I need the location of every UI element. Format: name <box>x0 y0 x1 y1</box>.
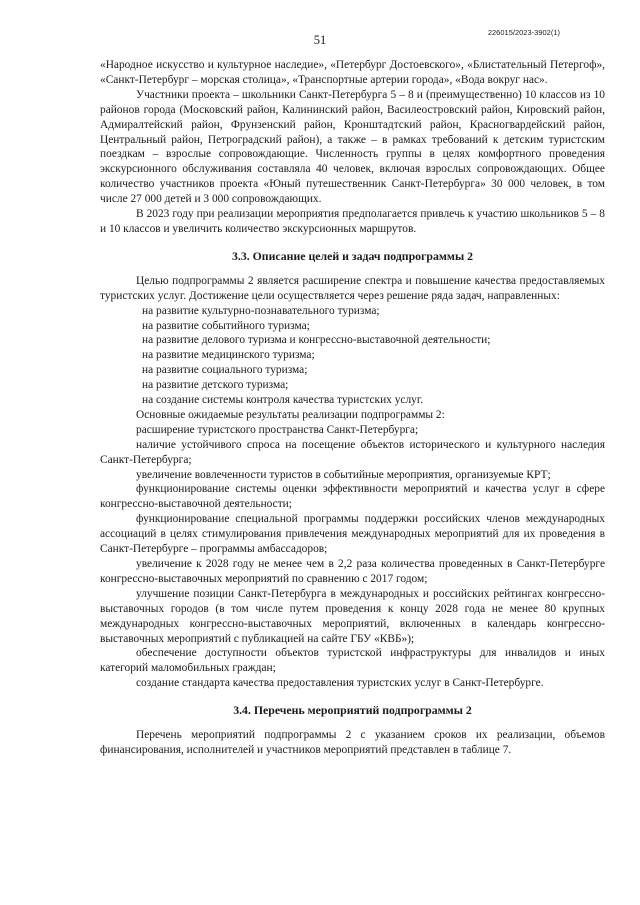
result-item: обеспечение доступности объектов туристской инфраструктуры для инвалидов и иных категорий маломобильных граждан; <box>100 647 605 675</box>
result-item: наличие устойчивого спроса на посещение объектов исторического и культурного наследия Санкт-Петербурга; <box>100 438 605 466</box>
result-item: функционирование системы оценки эффективности мероприятий и качества услуг в сфере конгрессно-выставочной деятельности; <box>100 483 605 511</box>
result-item: улучшение позиции Санкт-Петербурга в международных и российских рейтингах конгрессно-выставочных городов (в том числе путем проведения к концу 2028 года не менее 80 крупных международных конгрессно-выставочных мероприятий, включенных в календарь конгрессно-выставочных мероприятий с публикацией на сайте ГБУ «КВБ»); <box>100 587 605 645</box>
goal-paragraph: Целью подпрограммы 2 является расширение спектра и повышение качества предоставляемых туристских услуг. Достижение цели осуществляется через решение ряда задач, направленных: <box>100 274 605 302</box>
task-item: на создание системы контроля качества туристских услуг. <box>142 394 424 407</box>
participants-paragraph: Участники проекта – школьники Санкт-Петербурга 5 – 8 и (преимущественно) 10 классов из 10 районов города (Московский район, Калининский район, Василеостровский район, Кировский район, Адмиралтейский район, Фрунзенский район, Кронштадтский район, Красногвардейский район, Центральный район, Петроградский район), а также – в рамках требований к детским туристским поездкам – взрослые сопровождающие. Численность группы в целях комфортного проведения экскурсионного обслуживания составляла 40 человек, включая взрослых сопровождающих. Общее количество участников проекта «Юный путешественник Санкт-Петербурга» 30 000 человек, в том числе 27 000 детей и 3 000 сопровождающих. <box>100 88 605 206</box>
task-item: на развитие социального туризма; <box>142 364 308 377</box>
result-item: расширение туристского пространства Санкт-Петербурга; <box>136 423 419 436</box>
section-3-4-heading: 3.4. Перечень мероприятий подпрограммы 2 <box>233 703 472 718</box>
page-number: 51 <box>313 33 327 47</box>
result-item: увеличение вовлеченности туристов в событийные мероприятия, организуемые КРТ; <box>136 468 551 481</box>
result-item: создание стандарта качества предоставления туристских услуг в Санкт-Петербурге. <box>136 677 544 690</box>
results-intro: Основные ожидаемые результаты реализации подпрограммы 2: <box>136 408 445 421</box>
task-item: на развитие медицинского туризма; <box>142 349 315 362</box>
result-item: функционирование специальной программы поддержки российских членов международных ассоциаций в целях стимулирования привлечения международных мероприятий для их проведения в Санкт-Петербурге – программы амбассадоров; <box>100 513 605 556</box>
plan-2023-paragraph: В 2023 году при реализации мероприятия предполагается привлечь к участию школьников 5 – 8 и 10 классов и увеличить количество экскурсионных маршрутов. <box>100 208 605 235</box>
section-3-3-heading: 3.3. Описание целей и задач подпрограммы 2 <box>231 248 473 263</box>
task-item: на развитие детского туризма; <box>142 379 289 392</box>
task-item: на развитие делового туризма и конгрессно-выставочной деятельности; <box>142 334 491 347</box>
document-number: 226015/2023-3902(1) <box>487 28 560 37</box>
section-3-4-paragraph: Перечень мероприятий подпрограммы 2 с указанием сроков их реализации, объемов финансирования, исполнителей и участников мероприятий представлен в таблице 7. <box>100 729 605 756</box>
task-item: на развитие культурно-познавательного туризма; <box>142 304 380 317</box>
task-item: на развитие событийного туризма; <box>142 319 310 332</box>
result-item: увеличение к 2028 году не менее чем в 2,2 раза количества проведенных в Санкт-Петербурге конгрессно-выставочных мероприятий по сравнению с 2017 годом; <box>100 558 605 585</box>
routes-list-paragraph: «Народное искусство и культурное наследие», «Петербург Достоевского», «Блистательный Петергоф», «Санкт-Петербург – морская столица», «Транспортные артерии города», «Вода вокруг нас». <box>100 59 605 86</box>
document-body <box>100 58 605 758</box>
